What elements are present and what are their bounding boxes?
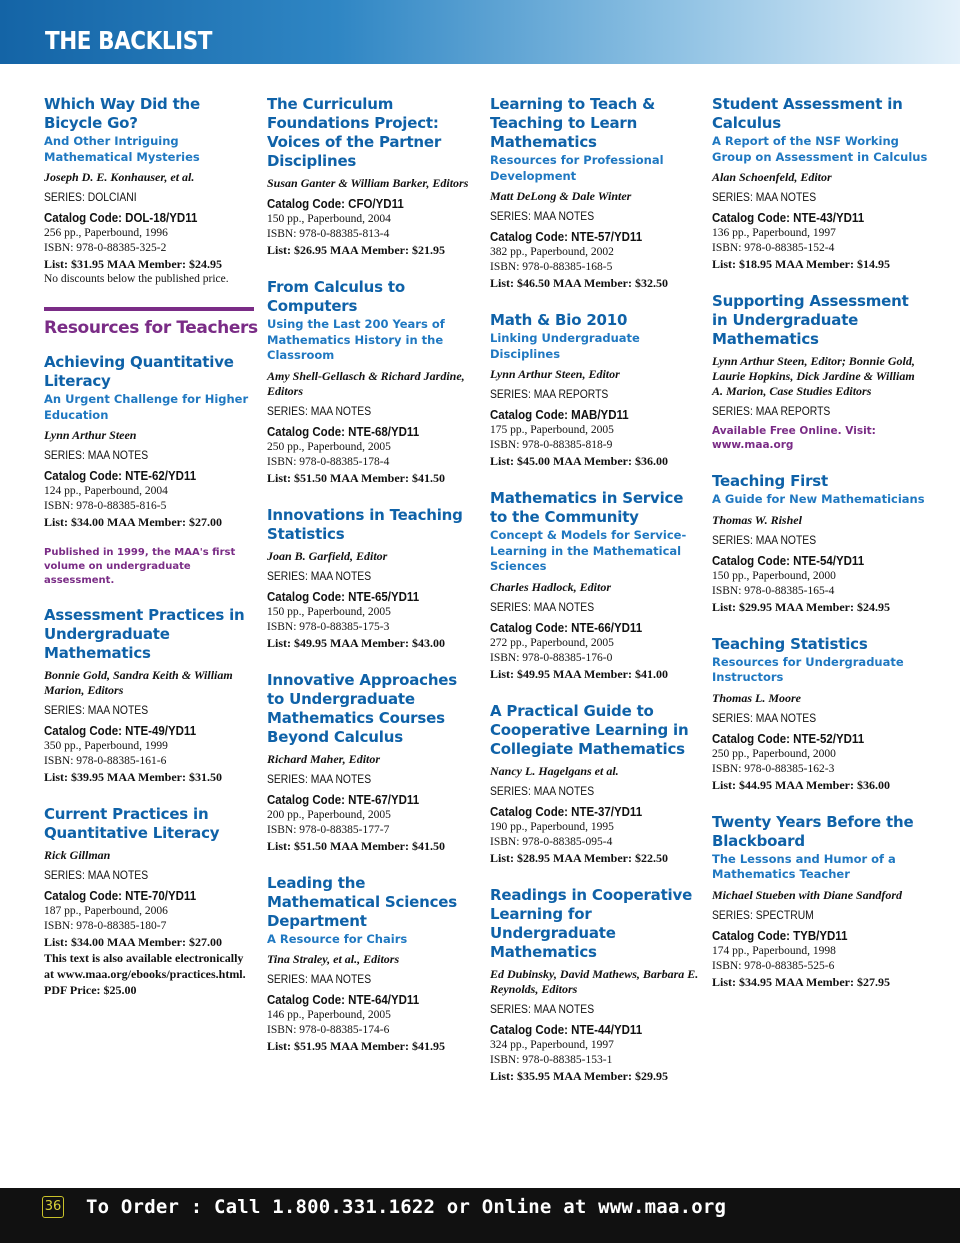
book-entry-practical-guide [490, 702, 702, 866]
book-title: The Curriculum Foundations Project: Voices of the Partner Disciplines [267, 95, 442, 170]
book-catalog-code: Catalog Code: NTE-68/YD11 [267, 424, 420, 439]
book-author: Lynn Arthur Steen, Editor [490, 367, 620, 381]
book-author: Joan B. Garfield, Editor [267, 548, 388, 563]
book-price: List: $49.95 MAA Member: $43.00 [267, 635, 445, 650]
book-catalog-code: Catalog Code: NTE-44/YD11 [490, 1022, 643, 1037]
book-title: Teaching Statistics [712, 634, 868, 653]
book-title: Math & Bio 2010 [490, 311, 628, 329]
book-catalog-code: Catalog Code: NTE-62/YD11 [44, 469, 197, 483]
online-availability-link[interactable]: Available Free Online. Visit: www.maa.org [712, 425, 876, 451]
book-series: SERIES: MAA NOTES [44, 870, 149, 882]
book-entry-assessment-practices [44, 606, 254, 785]
book-subtitle: A Resource for Chairs [267, 931, 408, 946]
book-series: SERIES: MAA NOTES [44, 450, 149, 462]
book-isbn: ISBN: 978-0-88385-165-4 [712, 584, 835, 597]
book-catalog-code: Catalog Code: NTE-70/YD11 [44, 889, 197, 903]
book-author: Susan Ganter & William Barker, Editors [267, 176, 469, 190]
book-series: SERIES: MAA REPORTS [712, 406, 831, 418]
book-subtitle: Resources for Professional Development [490, 153, 664, 183]
book-subtitle: Linking Undergraduate Disciplines [490, 331, 640, 361]
book-author: Thomas W. Rishel [712, 512, 802, 527]
book-entry-bicycle [44, 95, 254, 287]
book-catalog-code: Catalog Code: NTE-66/YD11 [490, 620, 643, 635]
book-entry-teaching-stats [712, 635, 928, 793]
book-entry-student-assessment [712, 95, 928, 272]
book-catalog-code: Catalog Code: MAB/YD11 [490, 408, 629, 422]
book-pages: 136 pp., Paperbound, 1997 [712, 227, 836, 239]
header-banner [0, 0, 960, 64]
book-price: List: $31.95 MAA Member: $24.95 [44, 257, 222, 271]
book-series: SERIES: MAA REPORTS [490, 389, 609, 401]
book-price: List: $39.95 MAA Member: $31.50 [44, 770, 222, 784]
book-isbn: ISBN: 978-0-88385-153-1 [490, 1053, 613, 1066]
book-subtitle: Resources for Undergraduate Instructors [712, 654, 904, 684]
book-pages: 272 pp., Paperbound, 2005 [490, 636, 614, 649]
book-pages: 190 pp., Paperbound, 1995 [490, 820, 614, 833]
book-author: Rick Gillman [44, 848, 111, 862]
book-author: Joseph D. E. Konhauser, et al. [44, 170, 195, 184]
book-series: SERIES: MAA NOTES [267, 773, 372, 786]
book-title: Learning to Teach & Teaching to Learn Mathematics [490, 95, 656, 151]
book-author: Richard Maher, Editor [267, 751, 381, 766]
book-catalog-code: Catalog Code: NTE-67/YD11 [267, 792, 420, 807]
book-price: List: $35.95 MAA Member: $29.95 [490, 1068, 668, 1083]
book-entry-leading-dept [267, 874, 479, 1055]
book-title: Innovative Approaches to Undergraduate Mathematics Courses Beyond Calculus [267, 670, 458, 746]
book-isbn: ISBN: 978-0-88385-325-2 [44, 242, 167, 254]
book-isbn: ISBN: 978-0-88385-816-5 [44, 500, 167, 512]
book-price: List: $26.95 MAA Member: $21.95 [267, 243, 445, 257]
book-entry-curriculum [267, 95, 479, 258]
book-catalog-code: Catalog Code: NTE-57/YD11 [490, 230, 643, 244]
book-subtitle: The Lessons and Humor of a Mathematics Teacher [712, 851, 896, 881]
book-pages: 150 pp., Paperbound, 2000 [712, 569, 836, 582]
book-series: SERIES: MAA NOTES [712, 192, 817, 204]
book-catalog-code: Catalog Code: NTE-37/YD11 [490, 804, 643, 819]
book-price: List: $18.95 MAA Member: $14.95 [712, 257, 890, 271]
book-author: Michael Stueben with Diane Sandford [712, 887, 903, 902]
book-author: Amy Shell-Gellasch & Richard Jardine, Editors [267, 368, 465, 398]
published-note: Published in 1999, the MAA's first volume on undergraduate assessment. [44, 547, 236, 586]
book-subtitle: A Report of the NSF Working Group on Assessment in Calculus [712, 134, 928, 164]
book-price: List: $46.50 MAA Member: $32.50 [490, 276, 668, 290]
page-number: 36 [42, 1196, 64, 1218]
book-catalog-code: Catalog Code: CFO/YD11 [267, 197, 404, 211]
book-isbn: ISBN: 978-0-88385-095-4 [490, 835, 613, 848]
book-entry-current-practices [44, 805, 254, 998]
book-title: Readings in Cooperative Learning for Undergraduate Mathematics [490, 885, 693, 961]
book-entry-learning-teach [490, 95, 702, 291]
book-series: SERIES: MAA NOTES [490, 785, 595, 798]
book-subtitle: Concept & Models for Service-Learning in the Mathematical Sciences [490, 528, 687, 573]
book-catalog-code: Catalog Code: NTE-65/YD11 [267, 589, 420, 604]
book-title: Assessment Practices in Undergraduate Mathematics [44, 606, 245, 662]
book-pages: 256 pp., Paperbound, 1996 [44, 227, 168, 239]
book-pages: 150 pp., Paperbound, 2004 [267, 213, 391, 225]
book-entry-math-bio [490, 311, 702, 469]
book-price: List: $45.00 MAA Member: $36.00 [490, 454, 668, 468]
book-entry-calculus-computers [267, 278, 479, 486]
book-title: Current Practices in Quantitative Literacy [44, 805, 220, 842]
book-title: Mathematics in Service to the Community [490, 489, 684, 526]
book-isbn: ISBN: 978-0-88385-818-9 [490, 439, 613, 451]
column-1 [44, 95, 258, 1018]
column-4 [712, 95, 928, 1010]
book-series: SERIES: MAA NOTES [267, 405, 372, 418]
book-isbn: ISBN: 978-0-88385-525-6 [712, 959, 835, 972]
book-series: SERIES: DOLCIANI [44, 192, 137, 204]
column-3 [490, 95, 702, 1104]
book-price: List: $51.50 MAA Member: $41.50 [267, 838, 445, 853]
book-series: SERIES: MAA NOTES [712, 534, 817, 547]
book-price: List: $51.50 MAA Member: $41.50 [267, 470, 445, 485]
book-title: Twenty Years Before the Blackboard [712, 812, 914, 850]
book-price: List: $28.95 MAA Member: $22.50 [490, 850, 668, 865]
book-entry-literacy [44, 353, 254, 530]
book-price: List: $34.00 MAA Member: $27.00 [44, 515, 222, 529]
book-pages: 250 pp., Paperbound, 2005 [267, 440, 391, 453]
book-price: List: $44.95 MAA Member: $36.00 [712, 777, 890, 792]
book-pages: 350 pp., Paperbound, 1999 [44, 740, 168, 752]
book-pages: 250 pp., Paperbound, 2000 [712, 747, 836, 760]
book-isbn: ISBN: 978-0-88385-162-3 [712, 762, 835, 775]
column-2 [267, 95, 479, 1074]
book-entry-innovative-approaches [267, 671, 479, 854]
book-isbn: ISBN: 978-0-88385-176-0 [490, 651, 613, 664]
book-title: Leading the Mathematical Sciences Department [267, 873, 457, 930]
book-series: SERIES: MAA NOTES [44, 705, 149, 717]
book-pages: 124 pp., Paperbound, 2004 [44, 485, 168, 497]
book-author: Bonnie Gold, Sandra Keith & William Marion, Editors [44, 668, 233, 697]
book-catalog-code: Catalog Code: NTE-49/YD11 [44, 724, 197, 738]
book-entry-service-community [490, 489, 702, 682]
book-isbn: ISBN: 978-0-88385-180-7 [44, 920, 167, 932]
order-info: To Order : Call 1.800.331.1622 or Online at www.maa.org [86, 1196, 727, 1218]
book-catalog-code: Catalog Code: NTE-54/YD11 [712, 553, 865, 568]
book-isbn: ISBN: 978-0-88385-177-7 [267, 823, 390, 836]
book-author: Nancy L. Hagelgans et al. [490, 763, 619, 778]
book-pages: 200 pp., Paperbound, 2005 [267, 808, 391, 821]
book-note: No discounts below the published price. [44, 273, 229, 285]
book-catalog-code: Catalog Code: DOL-18/YD11 [44, 211, 198, 225]
book-catalog-code: Catalog Code: NTE-64/YD11 [267, 993, 420, 1007]
book-isbn: ISBN: 978-0-88385-175-3 [267, 620, 390, 633]
book-subtitle: And Other Intriguing Mathematical Mysteries [44, 134, 200, 164]
book-entry-supporting-assessment [712, 292, 928, 452]
book-isbn: ISBN: 978-0-88385-174-6 [267, 1024, 390, 1036]
book-entry-teaching-first [712, 472, 928, 615]
book-title: Supporting Assessment in Undergraduate Mathematics [712, 292, 909, 348]
book-author: Charles Hadlock, Editor [490, 579, 612, 594]
book-catalog-code: Catalog Code: NTE-43/YD11 [712, 211, 865, 225]
book-entry-innovations-stats [267, 506, 479, 651]
book-author: Lynn Arthur Steen [44, 428, 137, 442]
book-title: Student Assessment in Calculus [712, 95, 903, 132]
book-price: List: $29.95 MAA Member: $24.95 [712, 599, 890, 614]
book-title: A Practical Guide to Cooperative Learning in Collegiate Mathematics [490, 701, 689, 758]
book-title: Innovations in Teaching Statistics [267, 505, 463, 543]
book-subtitle: Using the Last 200 Years of Mathematics History in the Classroom [267, 317, 445, 362]
book-subtitle: An Urgent Challenge for Higher Education [44, 392, 249, 422]
book-isbn: ISBN: 978-0-88385-152-4 [712, 242, 835, 254]
book-author: Tina Straley, et al., Editors [267, 952, 400, 966]
book-pages: 174 pp., Paperbound, 1998 [712, 944, 836, 957]
book-isbn: ISBN: 978-0-88385-178-4 [267, 455, 390, 468]
book-price: List: $51.95 MAA Member: $41.95 [267, 1039, 445, 1053]
book-series: SERIES: MAA NOTES [490, 601, 595, 614]
book-price: List: $34.95 MAA Member: $27.95 [712, 974, 890, 989]
book-isbn: ISBN: 978-0-88385-161-6 [44, 755, 167, 767]
book-author: Alan Schoenfeld, Editor [712, 170, 832, 184]
book-series: SERIES: SPECTRUM [712, 909, 814, 922]
book-author: Thomas L. Moore [712, 690, 802, 705]
book-entry-twenty-years [712, 813, 928, 990]
book-pages: 382 pp., Paperbound, 2002 [490, 246, 614, 258]
book-pages: 150 pp., Paperbound, 2005 [267, 605, 391, 618]
section-heading-teachers: Resources for Teachers [44, 307, 254, 339]
book-author: Matt DeLong & Dale Winter [490, 189, 632, 203]
book-series: SERIES: MAA NOTES [712, 712, 817, 725]
book-pages: 175 pp., Paperbound, 2005 [490, 424, 614, 436]
book-author: Lynn Arthur Steen, Editor; Bonnie Gold, Laurie Hopkins, Dick Jardine & William A. Marion, Case Studies Editors [712, 354, 915, 398]
book-title: From Calculus to Computers [267, 278, 405, 315]
book-pages: 324 pp., Paperbound, 1997 [490, 1038, 614, 1051]
book-title: Which Way Did the Bicycle Go? [44, 95, 201, 132]
book-title: Achieving Quantitative Literacy [44, 353, 234, 390]
page-title: THE BACKLIST [45, 26, 212, 55]
book-price: List: $34.00 MAA Member: $27.00 [44, 935, 222, 949]
book-catalog-code: Catalog Code: NTE-52/YD11 [712, 731, 865, 746]
book-series: SERIES: MAA NOTES [267, 974, 372, 986]
book-series: SERIES: MAA NOTES [490, 1003, 595, 1016]
book-isbn: ISBN: 978-0-88385-813-4 [267, 228, 390, 240]
book-author: Ed Dubinsky, David Mathews, Barbara E. Reynolds, Editors [490, 966, 699, 996]
book-title: Teaching First [712, 472, 828, 490]
ebook-note: This text is also available electronically at www.maa.org/ebooks/practices.html. PDF Price: $25.00 [44, 951, 246, 997]
book-catalog-code: Catalog Code: TYB/YD11 [712, 928, 848, 943]
footer-bar [0, 1188, 960, 1243]
book-pages: 187 pp., Paperbound, 2006 [44, 905, 168, 917]
book-pages: 146 pp., Paperbound, 2005 [267, 1009, 391, 1021]
book-price: List: $49.95 MAA Member: $41.00 [490, 666, 668, 681]
book-entry-readings-coop [490, 886, 702, 1084]
book-subtitle: A Guide for New Mathematicians [712, 492, 925, 506]
book-isbn: ISBN: 978-0-88385-168-5 [490, 261, 613, 273]
book-series: SERIES: MAA NOTES [490, 211, 595, 223]
book-series: SERIES: MAA NOTES [267, 570, 372, 583]
